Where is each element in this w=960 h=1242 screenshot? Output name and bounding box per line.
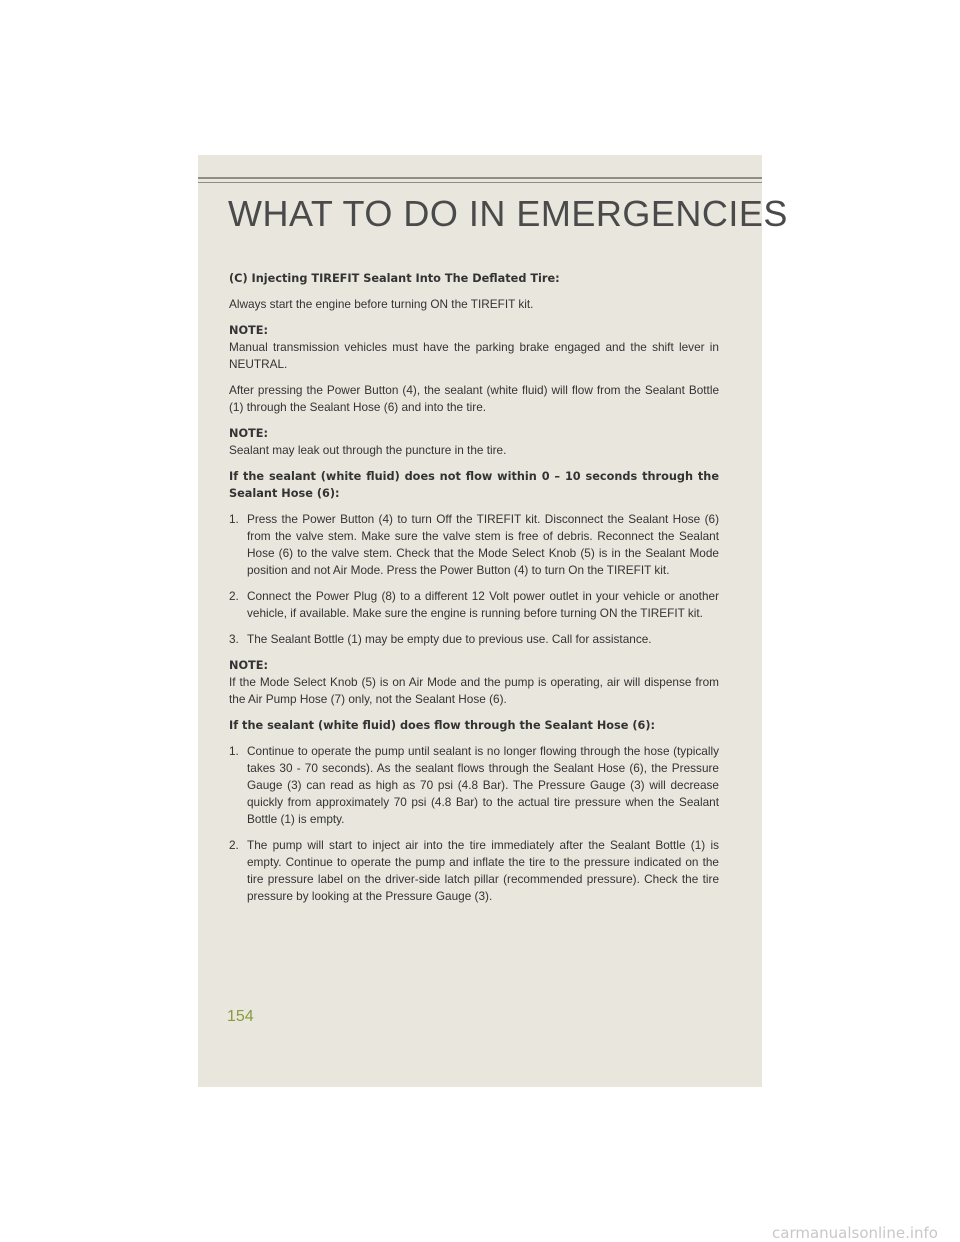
list-item [229, 743, 719, 828]
list-text: Connect the Power Plug (8) to a different 12 Volt power outlet in your vehicle or another vehicle, if available. Make sure the engine is running before turning ON the TIREFIT kit. [247, 589, 719, 620]
manual-page [198, 155, 788, 1087]
note-block-2 [229, 425, 719, 459]
intro-paragraph: Always start the engine before turning ON the TIREFIT kit. [229, 297, 534, 311]
list-number: 3. [229, 632, 239, 646]
list-number: 1. [229, 512, 239, 526]
note-block-3 [229, 657, 719, 708]
subheading-no-flow: If the sealant (white fluid) does not flow within 0 – 10 seconds through the Sealant Hose (6): [229, 470, 719, 500]
section-heading: (C) Injecting TIREFIT Sealant Into The Deflated Tire: [229, 272, 560, 285]
note-text: Sealant may leak out through the puncture in the tire. [229, 443, 507, 457]
note-text: If the Mode Select Knob (5) is on Air Mode and the pump is operating, air will dispense from the Air Pump Hose (7) only, not the Sealant Hose (6). [229, 675, 719, 706]
note-block-1 [229, 322, 719, 373]
list-text: Continue to operate the pump until sealant is no longer flowing through the hose (typically takes 30 - 70 seconds). As the sealant flows through the Sealant Hose (6), the Pressure Gauge (3) can read as high as 70 psi (4.8 Bar). The Pressure Gauge (3) will decrease quickly from approximately 70 psi (4.8 Bar) to the actual tire pressure when the Sealant Bottle (1) is empty. [247, 744, 719, 826]
header-rule-thin [198, 182, 762, 183]
subheading-flow: If the sealant (white fluid) does flow through the Sealant Hose (6): [229, 719, 656, 732]
list-text: The Sealant Bottle (1) may be empty due to previous use. Call for assistance. [247, 632, 652, 646]
list-item [229, 631, 719, 648]
list-number: 2. [229, 838, 239, 852]
list-item [229, 837, 719, 905]
chapter-title: WHAT TO DO IN EMERGENCIES [228, 193, 788, 234]
watermark: carmanualsonline.info [772, 1224, 938, 1242]
page-content [229, 270, 719, 914]
note-label: NOTE: [229, 659, 268, 672]
note-text: Manual transmission vehicles must have the parking brake engaged and the shift lever in NEUTRAL. [229, 340, 719, 371]
list-text: Press the Power Button (4) to turn Off the TIREFIT kit. Disconnect the Sealant Hose (6) from the valve stem. Make sure the valve stem is free of debris. Reconnect the Sealant Hose (6) to the valve stem. Check that the Mode Select Knob (5) is in the Sealant Mode position and not Air Mode. Press the Power Button (4) to turn On the TIREFIT kit. [247, 512, 719, 577]
list-item [229, 511, 719, 579]
header-rule [198, 177, 762, 179]
list-text: The pump will start to inject air into the tire immediately after the Sealant Bottle (1) is empty. Continue to operate the pump and inflate the tire to the pressure indicated on the tire pressure label on the driver-side latch pillar (recommended pressure). Check the tire pressure by looking at the Pressure Gauge (3). [247, 838, 719, 903]
note-label: NOTE: [229, 427, 268, 440]
list-number: 2. [229, 589, 239, 603]
note-label: NOTE: [229, 324, 268, 337]
list-item [229, 588, 719, 622]
page-number: 154 [227, 1008, 254, 1025]
list-number: 1. [229, 744, 239, 758]
paragraph-2: After pressing the Power Button (4), the sealant (white fluid) will flow from the Sealant Bottle (1) through the Sealant Hose (6) and into the tire. [229, 383, 719, 414]
